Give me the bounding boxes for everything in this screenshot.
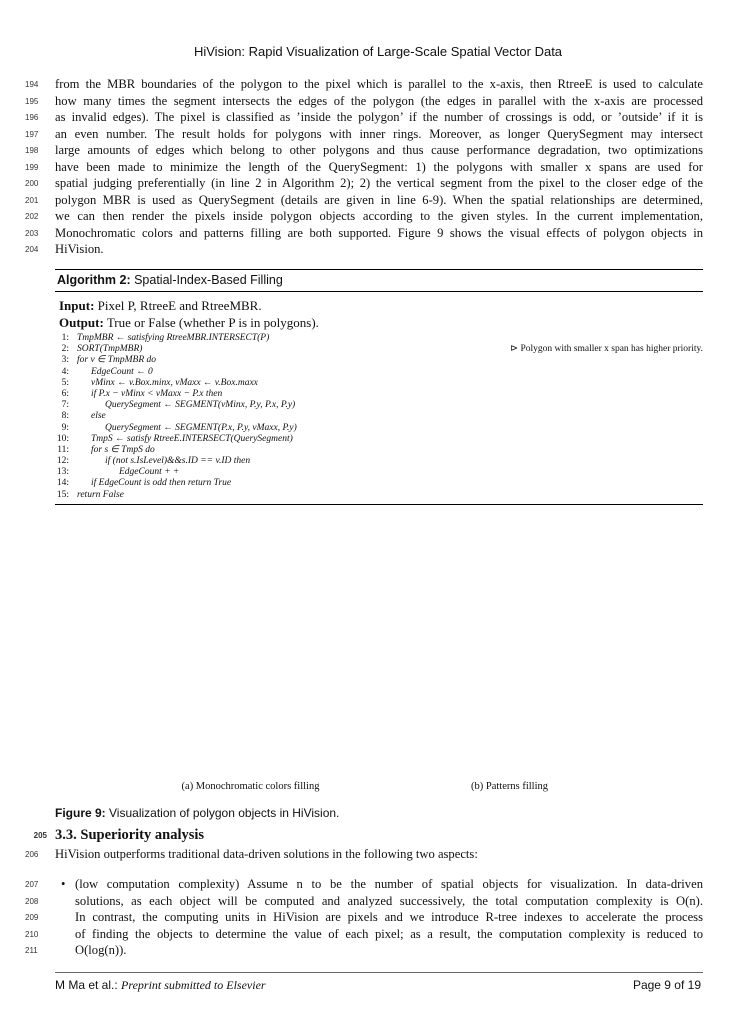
polygon-monochrome-image (153, 537, 348, 775)
text-line: 209 In contrast, the computing units in HiVision are pixels and we introduce R-tree indexes to accelerate the process (75, 909, 703, 926)
paragraph-filling (25, 76, 703, 258)
line-number: 211 (25, 946, 38, 955)
algorithm-steps (55, 333, 703, 501)
algorithm-io (55, 297, 703, 331)
line-number: 207 (25, 880, 39, 889)
line-number: 194 (25, 80, 39, 89)
text-line: 197 an even number. The result holds for polygons with inner rings. Moreover, as longer QuerySegment may intersect (55, 126, 703, 143)
line-number: 197 (25, 129, 39, 139)
figure-caption: Figure 9: Visualization of polygon objects in HiVision. (55, 806, 340, 820)
line-number: 206 (25, 850, 39, 859)
running-header: HiVision: Rapid Visualization of Large-Scale Spatial Vector Data (193, 44, 563, 59)
text-line: 206 HiVision outperforms traditional data-driven solutions in the following two aspects: (55, 846, 703, 863)
text-line: 204 HiVision. (55, 241, 703, 258)
algorithm-mid-rule (55, 291, 703, 292)
text-line: 207 • (low computation complexity) Assume n to be the number of spatial objects for visualization. In data-driven (75, 876, 703, 893)
algorithm-step: 10: TmpS ← satisfy RtreeE.INTERSECT(QuerySegment) (56, 433, 293, 444)
algorithm-step: 2: SORT(TmpMBR) ⊳ Polygon with smaller x span has higher priority. (61, 344, 703, 355)
algorithm-step: 15: return False (56, 489, 124, 500)
line-number: 198 (25, 146, 39, 155)
algorithm-step: 5: vMinx ← v.Box.minx, vMaxx ← v.Box.maxx (61, 377, 258, 388)
algorithm-step: 11: for s ∈ TmpS do (57, 444, 155, 455)
section-heading: 205 3.3. Superiority analysis (33, 827, 205, 843)
figure-9b-patterns (412, 537, 607, 775)
line-number: 204 (25, 245, 39, 254)
line-number: 202 (25, 212, 39, 221)
line-number: 203 (25, 228, 39, 238)
line-number: 201 (25, 195, 39, 205)
text-line: 196 as invalid edges). The pixel is classified as ’inside the polygon’ if the number of crossings is odd, or ’outside’ if it is (55, 109, 703, 126)
algorithm-title: Algorithm 2: Spatial-Index-Based Filling (57, 273, 283, 287)
algorithm-step: 1: TmpMBR ← satisfying RtreeMBR.INTERSECT(P) (61, 333, 270, 343)
text-line: 198 large amounts of edges which belong to other polygons and thus cause performance degradation, two optimizations (55, 142, 703, 159)
line-number: 199 (25, 162, 39, 172)
text-line: 201 polygon MBR is used as QuerySegment (details are given in line 6-9). When the spatial relationships are determined, (55, 192, 703, 209)
algorithm-step: 7: QuerySegment ← SEGMENT(vMinx, P.y, P.x, P.y) (61, 400, 296, 411)
line-number: 209 (25, 913, 39, 922)
line-number: 195 (25, 96, 39, 106)
text-line: 211 O(log(n)). (75, 942, 703, 959)
text-line: 199 have been made to minimize the length of the QuerySegment: 1) the polygons with smaller x spans are used for (55, 159, 703, 176)
footer-citation: M Ma et al.: Preprint submitted to Elsevier (55, 978, 266, 992)
algorithm-output: Output: True or False (whether P is in polygons). (59, 315, 319, 330)
text-line: 208 solutions, as each object will be computed and analyzed successively, the total computation complexity is O(n). (75, 893, 703, 910)
algorithm-bottom-rule (55, 504, 703, 505)
paragraph-superiority (25, 846, 703, 863)
text-line: 200 spatial judging preferentially (in line 2 in Algorithm 2); 2) the vertical segment from the pixel to the closer edge of the (55, 175, 703, 192)
text-line: 194 from the MBR boundaries of the polygon to the pixel which is parallel to the x-axis, then RtreeE is used to calculate (55, 76, 703, 93)
algorithm-step: 8: else (61, 411, 106, 422)
figure-9a-monochromatic (153, 537, 348, 775)
line-number: 200 (25, 179, 39, 188)
algorithm-2 (55, 269, 703, 505)
algorithm-step: 6: if P.x − vMinx < vMaxx − P.x then (61, 388, 223, 399)
algorithm-step: 14: if EdgeCount is odd then return True (56, 478, 232, 489)
line-number: 196 (25, 113, 39, 122)
text-line: 195 how many times the segment intersects the edges of the polygon (the edges in parallel with the x-axis are processed (55, 93, 703, 110)
page-number: Page 9 of 19 (632, 978, 701, 992)
bullet-icon: • (61, 877, 66, 891)
line-number: 210 (25, 929, 39, 939)
subcaption-b: (b) Patterns filling (471, 781, 548, 792)
algorithm-step: 9: QuerySegment ← SEGMENT(P.x, P.y, vMaxx, P.y) (61, 422, 297, 433)
text-line: 203 Monochromatic colors and patterns filling are both supported. Figure 9 shows the visual effects of polygon objects in (55, 225, 703, 242)
text-line: 202 we can then render the pixels inside polygon objects according to the given styles. In the current implementation, (55, 208, 703, 225)
algorithm-step: 3: for v ∈ TmpMBR do (61, 355, 156, 366)
algorithm-step: 13: EdgeCount + + (56, 467, 180, 478)
footer-rule (55, 972, 703, 973)
algorithm-step: 4: EdgeCount ← 0 (61, 366, 153, 377)
line-number: 208 (25, 896, 39, 906)
algorithm-input: Input: Pixel P, RtreeE and RtreeMBR. (59, 298, 262, 313)
subcaption-a: (a) Monochromatic colors filling (181, 781, 320, 792)
algorithm-step: 12: if (not s.IsLevel)&&s.ID == v.ID then (56, 456, 251, 467)
bullet-low-complexity (25, 876, 703, 959)
text-line: 210 of finding the objects to determine the value of each pixel; as a result, the computation complexity is reduced to (75, 926, 703, 943)
polygon-pattern-image (412, 537, 607, 775)
